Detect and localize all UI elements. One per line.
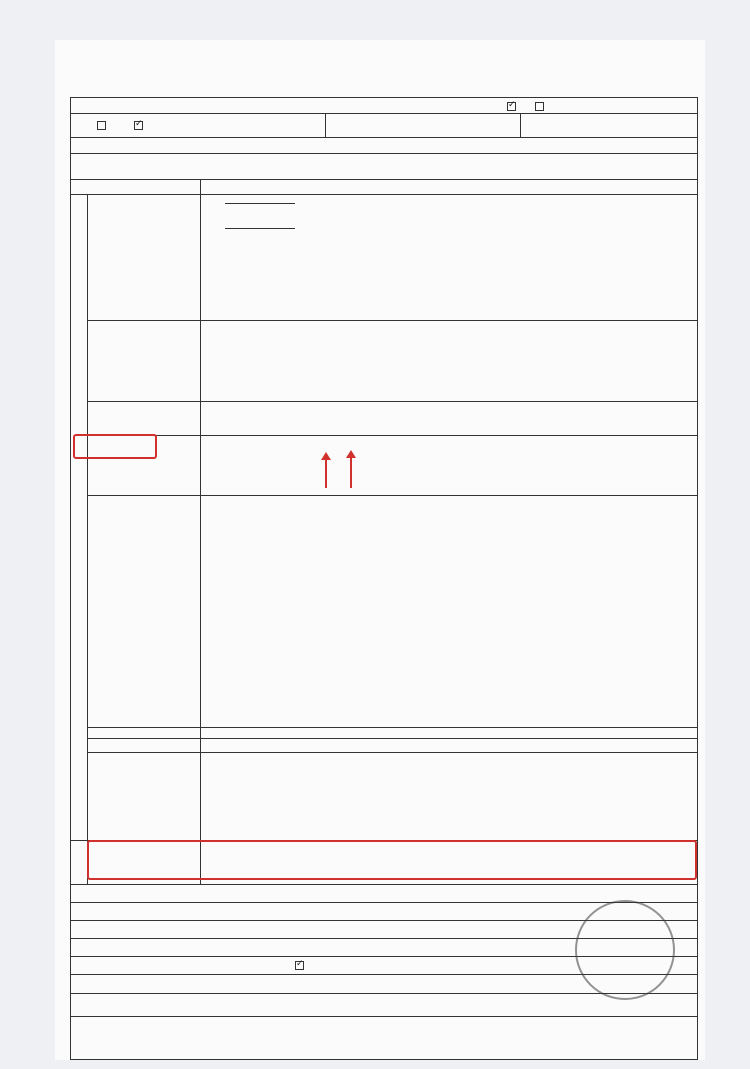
icu-checkbox [295, 961, 304, 970]
fasting-yes-checkbox [507, 102, 516, 111]
emergency-checkbox [97, 121, 106, 130]
annotation-arrow-1 [325, 458, 327, 488]
elective-checkbox [134, 121, 143, 130]
spo2-highlight-box [73, 434, 157, 459]
summary-highlight-box [87, 840, 697, 880]
vitals-chart [201, 495, 697, 727]
anesthesia-record-sheet [55, 40, 705, 1060]
fasting-no-checkbox [535, 102, 544, 111]
hospital-seal [575, 900, 675, 1000]
annotation-arrow-2 [350, 456, 352, 488]
